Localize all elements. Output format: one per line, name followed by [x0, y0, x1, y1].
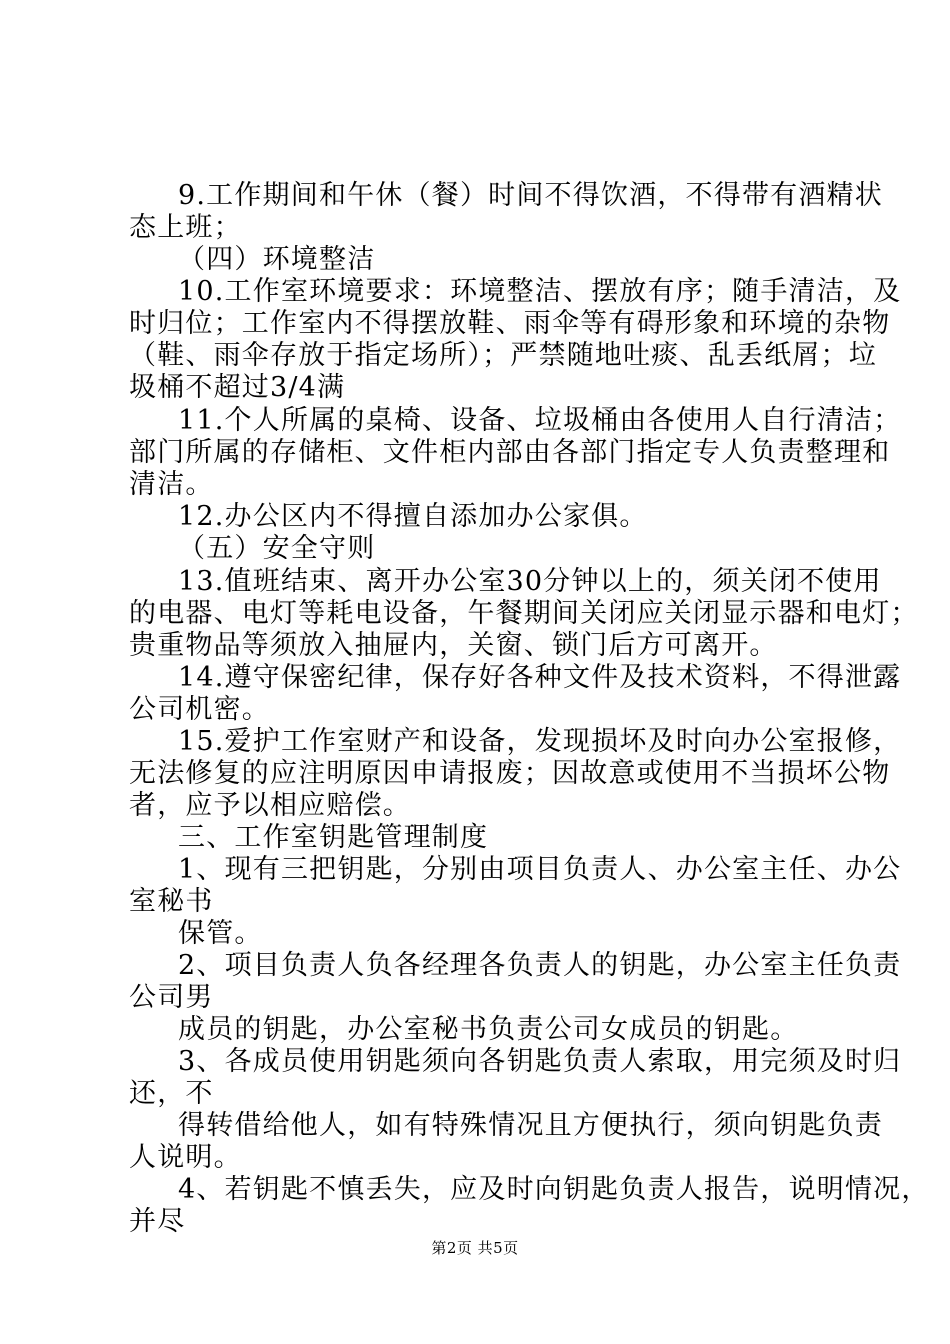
- text-line: 圾桶不超过3/4满: [129, 372, 346, 403]
- page-footer: 第2页 共5页: [431, 1239, 519, 1257]
- text-line: 10.工作室环境要求：环境整洁、摆放有序；随手清洁，及: [178, 276, 902, 307]
- text-line: 4、若钥匙不慎丢失，应及时向钥匙负责人报告，说明情况，: [178, 1174, 930, 1205]
- text-line: 保管。: [178, 918, 263, 949]
- text-line: 成员的钥匙，办公室秘书负责公司女成员的钥匙。: [178, 1014, 799, 1045]
- text-line: （鞋、雨伞存放于指定场所）；严禁随地吐痰、乱丢纸屑；垃: [129, 340, 877, 371]
- text-line: 14.遵守保密纪律，保存好各种文件及技术资料，不得泄露: [178, 662, 902, 693]
- text-line: 12.办公区内不得擅自添加办公家俱。: [178, 501, 648, 532]
- text-line: 者，应予以相应赔偿。: [129, 790, 411, 821]
- section-heading: （五）安全守则: [178, 533, 376, 564]
- text-line: 公司机密。: [129, 694, 270, 725]
- text-line: 室秘书: [129, 886, 214, 917]
- text-line: 人说明。: [129, 1142, 242, 1173]
- section-heading: 三、工作室钥匙管理制度: [178, 822, 489, 853]
- text-line: 清洁。: [129, 469, 214, 500]
- text-line: 贵重物品等须放入抽屉内，关窗、锁门后方可离开。: [129, 630, 778, 661]
- text-line: 时归位；工作室内不得摆放鞋、雨伞等有碍形象和环境的杂物: [129, 308, 891, 339]
- text-line: 11.个人所属的桌椅、设备、垃圾桶由各使用人自行清洁；: [178, 405, 902, 436]
- text-line: 3、各成员使用钥匙须向各钥匙负责人索取，用完须及时归: [178, 1046, 902, 1077]
- text-line: 的电器、电灯等耗电设备，午餐期间关闭应关闭显示器和电灯；: [129, 598, 919, 629]
- text-line: 2、项目负责人负各经理各负责人的钥匙，办公室主任负责: [178, 950, 902, 981]
- section-heading: （四）环境整洁: [178, 244, 376, 275]
- text-line: 9.工作期间和午休（餐）时间不得饮酒，不得带有酒精状: [178, 180, 883, 211]
- text-line: 还，不: [129, 1078, 214, 1109]
- text-line: 公司男: [129, 982, 214, 1013]
- text-line: 13.值班结束、离开办公室30分钟以上的，须关闭不使用: [178, 566, 882, 597]
- text-line: 并尽: [129, 1206, 186, 1237]
- text-line: 无法修复的应注明原因申请报废；因故意或使用不当损坏公物: [129, 758, 891, 789]
- text-line: 1、现有三把钥匙，分别由项目负责人、办公室主任、办公: [178, 854, 902, 885]
- text-line: 得转借给他人，如有特殊情况且方便执行，须向钥匙负责: [178, 1110, 883, 1141]
- text-line: 15.爱护工作室财产和设备，发现损坏及时向办公室报修，: [178, 726, 902, 757]
- text-line: 部门所属的存储柜、文件柜内部由各部门指定专人负责整理和: [129, 437, 891, 468]
- text-line: 态上班；: [129, 212, 242, 243]
